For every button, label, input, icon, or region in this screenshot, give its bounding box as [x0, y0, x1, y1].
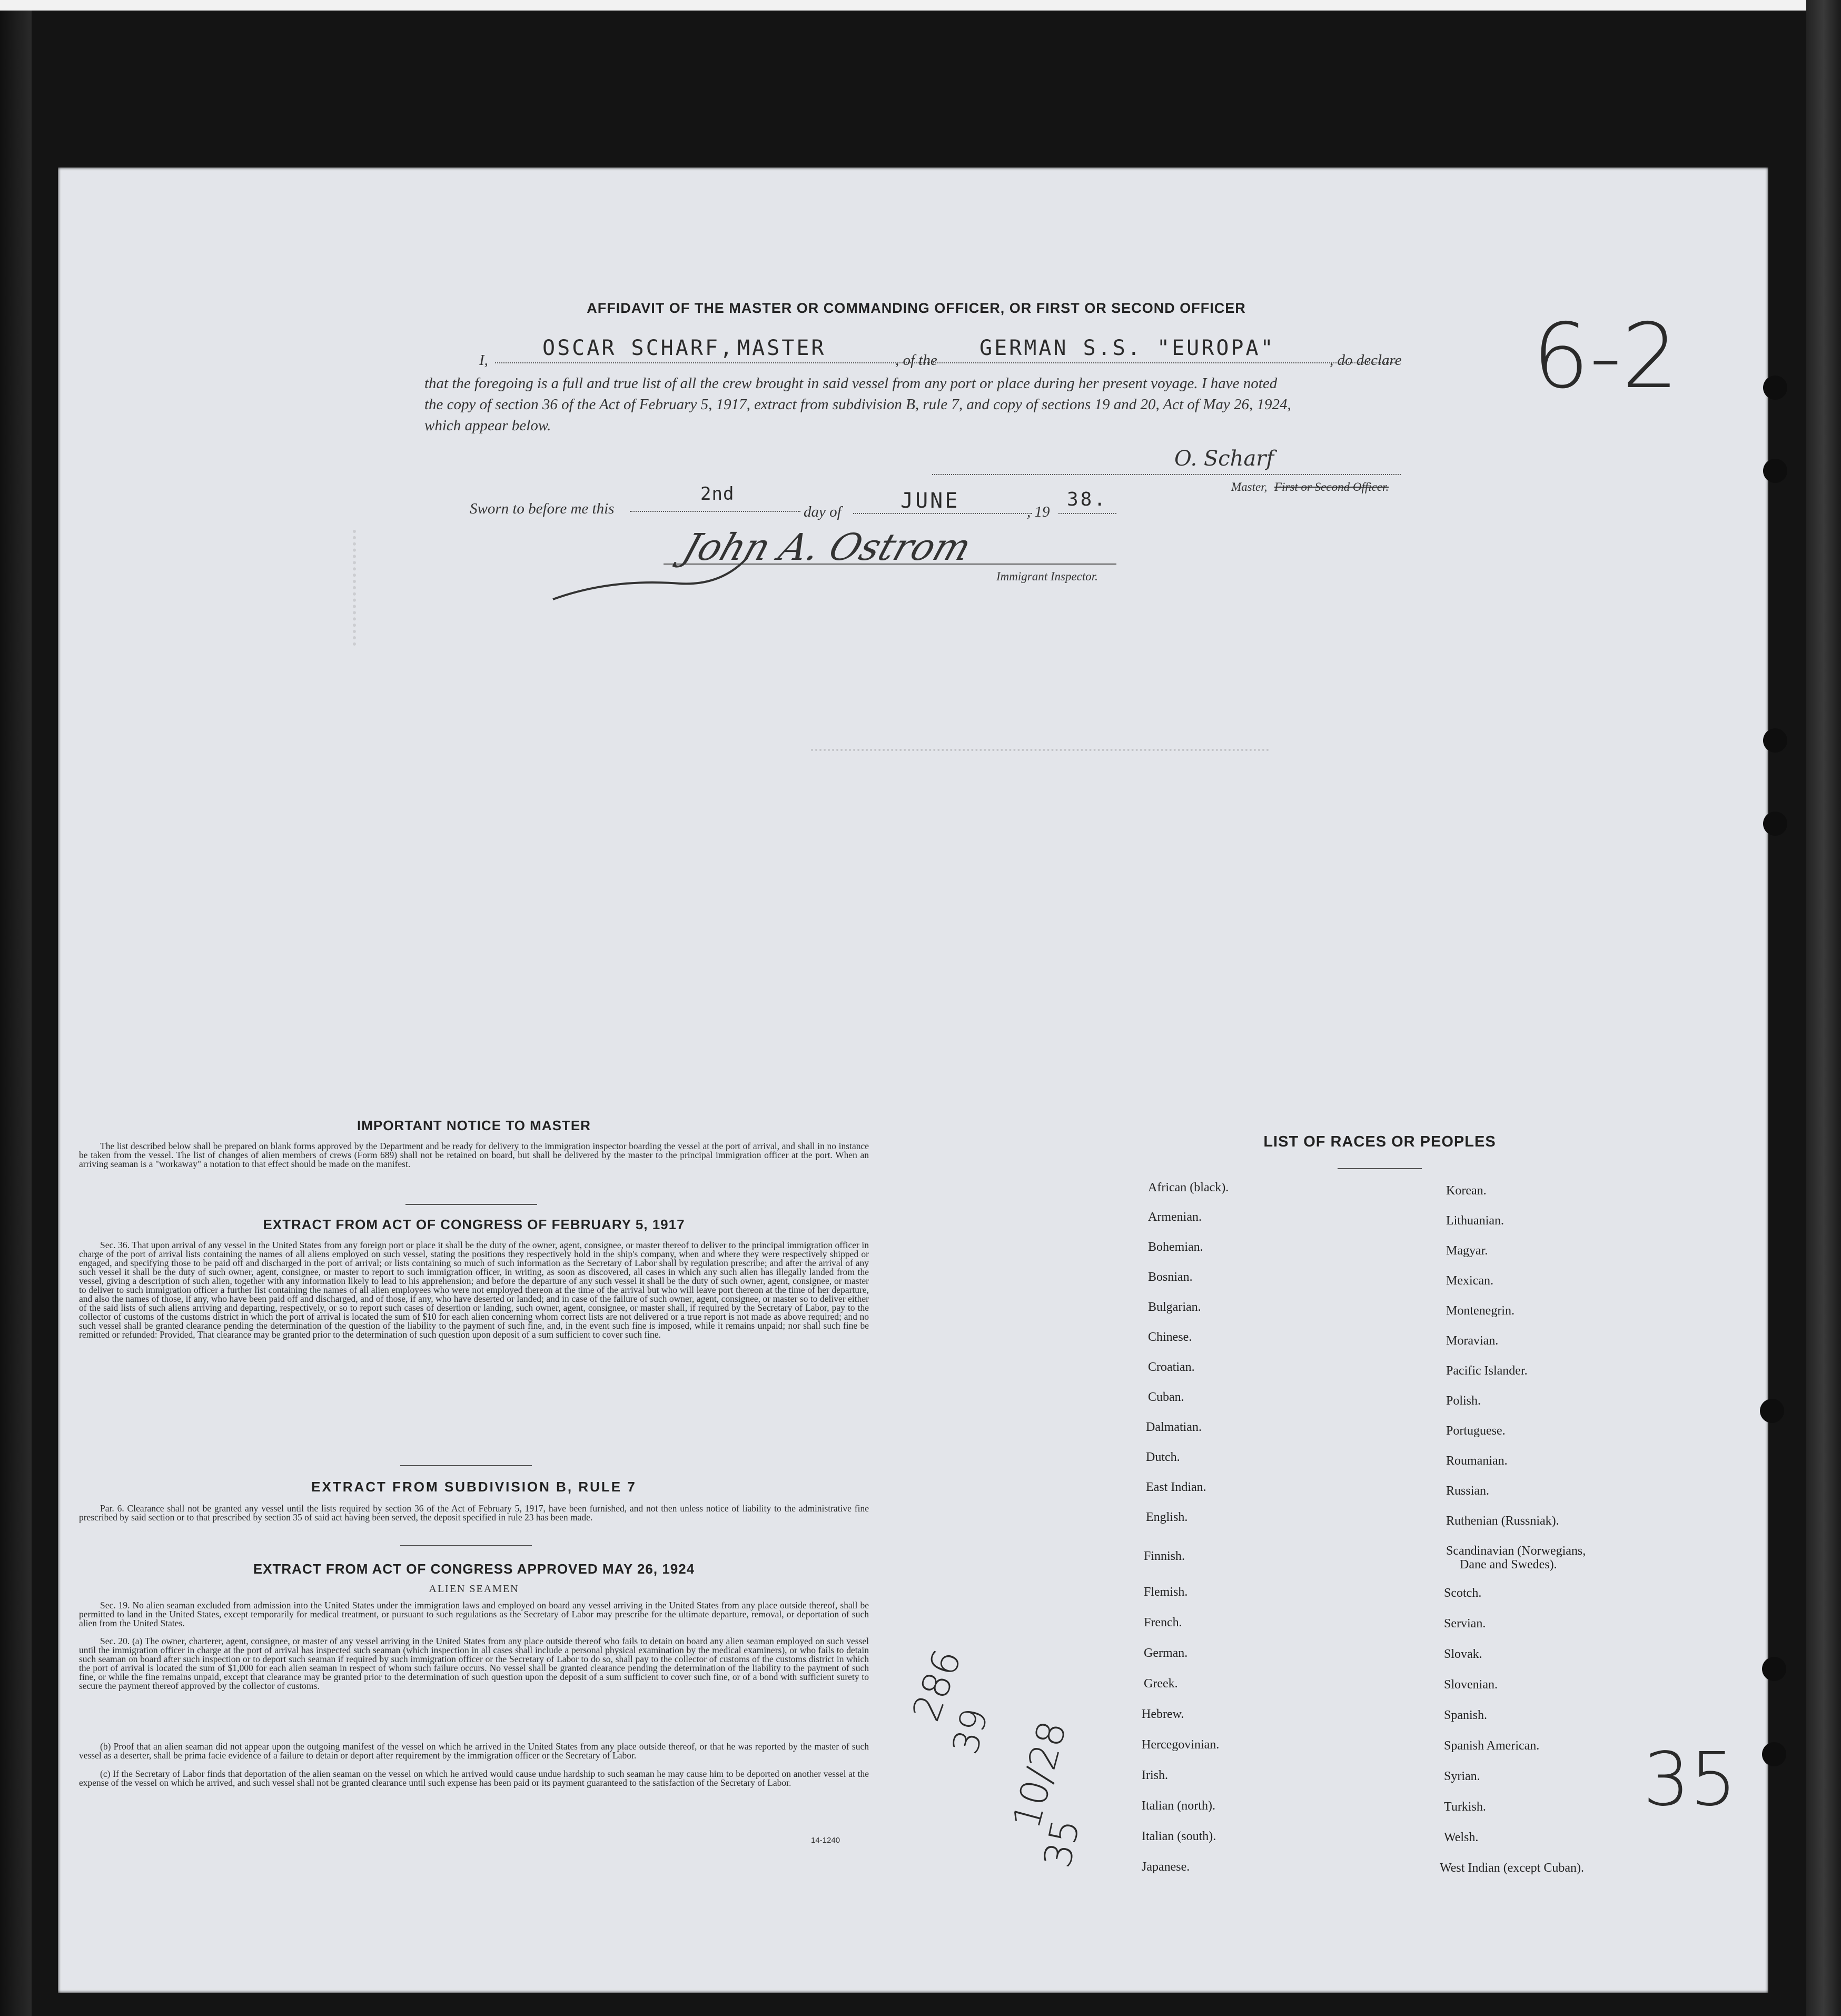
scan-frame-right [1806, 0, 1841, 2016]
race-right: Moravian. [1446, 1334, 1499, 1348]
races-divider [1338, 1168, 1422, 1169]
master-caption-struck: First or Second Officer. [1274, 480, 1389, 493]
race-left: Bulgarian. [1148, 1300, 1201, 1314]
scan-top-margin [0, 0, 1841, 11]
inspector-signature: John A. Ostrom [677, 526, 977, 569]
extract2-body: Par. 6. Clearance shall not be granted any vessel until the lists required by section 36 of the Act of February 5, 1917, have been furnished, and not then unless notice of liability to the administrative fine prescribed by said section or to that prescribed by section 35 of said act having been served, the deposit specified in rule 23 has been made. [79, 1503, 869, 1523]
race-right: Welsh. [1444, 1831, 1479, 1844]
form-number: 14-1240 [811, 1836, 840, 1845]
punch-hole [1762, 1657, 1786, 1681]
of-the-label: , of the [895, 352, 937, 369]
extract1-body: Sec. 36. That upon arrival of any vessel in the United States from any foreign port or place it shall be the duty of the owner, agent, consignee, or master thereof to deliver to the principal immigration officer in charge of the port of arrival lists containing the names of all aliens employed on such vessel, stating the positions they respectively hold in the ship's company, when and where they were respectively shipped or engaged, and specifying those to be paid off and discharged in the port of arrival; or lists containing so much of such information as the Secretary of Labor shall by regulation prescribe; and after the arrival of any such vessel it shall be the duty of such owner, agent, consignee, or master to report to such immigration officer, in writing, as soon as discovered, all cases in which any such alien has illegally landed from the vessel, giving a description of such alien, together with any information likely to lead to his apprehension; and before the departure of any such vessel it shall be the duty of such owner, agent, consignee, or master to deliver to such immigration officer a further list containing the names of all alien employees who were not employed thereon at the time of the arrival but who will leave port thereon at the time of her departure, and also the names of those, if any, who have been paid off and discharged, and of those, if any, who have deserted or landed; and in case of the failure of such owner, agent, consignee, or master so to deliver either of the said lists of such aliens arriving and departing, respectively, or so to report such cases of desertion or landing, such owner, agent, consignee, or master shall, if required by the Secretary of Labor, pay to the collector of customs of the customs district in which the port of arrival is located the sum of $10 for each alien concerning whom correct lists are not delivered or a true report is not made as above required; and no such vessel shall be granted clearance pending the determination of the question of the liability to the payment of such fine, and, in the event such fine is imposed, while it remains unpaid; nor shall such fine be remitted or refunded: Provided, That clearance may be granted prior to the determination of such question upon deposit of a sum sufficient to cover such fine. [79, 1240, 869, 1340]
extract3-title: EXTRACT FROM ACT OF CONGRESS APPROVED MAY 26, 1924 [253, 1561, 695, 1577]
races-title: LIST OF RACES OR PEOPLES [1263, 1133, 1496, 1150]
race-left: Japanese. [1142, 1860, 1190, 1874]
race-left: East Indian. [1146, 1480, 1206, 1494]
extract3-sec20c: (c) If the Secretary of Labor finds that deportation of the alien seaman on the vessel on which he arrived would cause undue hardship to such seaman he may cause him to be deported on another vessel at the expense of the vessel on which he arrived, and such vessel shall not be granted clearance until such expense has been paid or its payment guaranteed to the satisfaction of the Secretary of Labor. [79, 1768, 869, 1788]
race-left: English. [1146, 1510, 1188, 1524]
punch-hole [1763, 375, 1787, 400]
race-right: Servian. [1444, 1617, 1486, 1630]
punch-hole [1763, 459, 1787, 483]
punch-hole [1763, 812, 1787, 836]
vessel-name: GERMAN S.S. "EUROPA" [979, 336, 1275, 360]
extract2-title: EXTRACT FROM SUBDIVISION B, RULE 7 [311, 1479, 637, 1495]
race-left: Flemish. [1144, 1585, 1188, 1599]
officer-name: OSCAR SCHARF, [542, 336, 735, 360]
extract3-sec19: Sec. 19. No alien seaman excluded from admission into the United States under the immigration laws and employed on board any vessel arriving in the United States from any place outside thereof, shall be permitted to land in the United States, except temporarily for medical treatment, or pursuant to such regulations as the Secretary of Labor may prescribe for the ultimate departure, removal, or deportation of such alien from the United States. [79, 1600, 869, 1628]
race-left: Hebrew. [1142, 1707, 1184, 1721]
race-left: African (black). [1148, 1181, 1229, 1194]
race-right: Spanish American. [1444, 1739, 1540, 1753]
race-right: Scotch. [1444, 1586, 1482, 1600]
affidavit-text-line3: which appear below. [424, 417, 551, 434]
race-right: Spanish. [1444, 1708, 1488, 1722]
race-right: Mexican. [1446, 1274, 1493, 1288]
divider [400, 1465, 532, 1466]
race-left: Bohemian. [1148, 1240, 1203, 1254]
notice-title: IMPORTANT NOTICE TO MASTER [357, 1118, 591, 1133]
margin-note-bottom-right: 35 [1643, 1737, 1737, 1823]
punch-hole [1762, 1742, 1786, 1766]
extract3-sec20a: Sec. 20. (a) The owner, charterer, agent, consignee, or master of any vessel arriving in the United States from any place outside thereof who fails to detain on board any alien seaman employed on such vessel until the immigration officer in charge at the port of arrival has inspected such seaman (which inspection in all cases shall include a personal physical examination by the medical examiners), or who fails to detain such seaman on board after such inspection or to deport such seaman if required by such immigration officer or the Secretary of Labor to do so, shall pay to the collector of customs of the customs district in which the port of arrival is located the sum of $1,000 for each alien seaman in respect of whom such failure occurs. No vessel shall be granted clearance pending the determination of the liability to the payment of such fine, or while the fine remains unpaid, except that clearance may be granted prior to the determination of such question upon the deposit of a sum sufficient to cover such fine, or of a bond with sufficient surety to secure the payment thereof approved by the collector of customs. [79, 1636, 869, 1691]
year-fill-line [1058, 513, 1116, 514]
race-right: Ruthenian (Russniak). [1446, 1514, 1559, 1528]
race-right: Pacific Islander. [1446, 1364, 1528, 1378]
punch-hole [1760, 1399, 1784, 1423]
race-right: West Indian (except Cuban). [1440, 1861, 1584, 1875]
race-right: Lithuanian. [1446, 1214, 1504, 1228]
extract1-title: EXTRACT FROM ACT OF CONGRESS OF FEBRUARY 5, 1917 [263, 1217, 685, 1232]
race-left: Cuban. [1148, 1390, 1184, 1404]
master-signature: O. Scharf [1174, 447, 1274, 471]
signature-flourish [548, 536, 769, 610]
officer-rank: MASTER [737, 336, 826, 360]
margin-note-2: 39 [944, 1704, 997, 1759]
margin-note-1: 286 [903, 1644, 970, 1727]
punch-hole [1763, 728, 1787, 753]
extract3-subtitle: ALIEN SEAMEN [429, 1583, 519, 1595]
race-left: Dalmatian. [1146, 1420, 1202, 1434]
do-declare-label: , do declare [1330, 352, 1402, 369]
sworn-label: Sworn to before me this [470, 500, 615, 517]
month-fill-line [853, 513, 1032, 514]
race-left: Irish. [1142, 1768, 1168, 1782]
margin-note-4: 35 [1035, 1815, 1088, 1872]
inspector-caption: Immigrant Inspector. [996, 570, 1098, 583]
race-right: Slovenian. [1444, 1678, 1498, 1692]
affidavit-title: AFFIDAVIT OF THE MASTER OR COMMANDING OFFICER, OR FIRST OR SECOND OFFICER [587, 300, 1246, 316]
master-caption: Master, [1231, 480, 1268, 493]
affidavit-text-line2: the copy of section 36 of the Act of February 5, 1917, extract from subdivision B, rule 7, and copy of sections 19 and 20, Act of May 26, 1924, [424, 396, 1291, 413]
divider [405, 1204, 537, 1205]
race-right: Portuguese. [1446, 1424, 1506, 1438]
race-right: Roumanian. [1446, 1454, 1508, 1468]
day-fill-line [630, 511, 800, 512]
bleed-through-marks [353, 530, 403, 646]
race-left: Armenian. [1148, 1210, 1202, 1224]
race-right: Syrian. [1444, 1770, 1480, 1783]
race-left: Croatian. [1148, 1360, 1195, 1374]
notice-body: The list described below shall be prepared on blank forms approved by the Department and be ready for delivery to the immigration inspector boarding the vessel at the port of arrival, and shall in no instance be taken from the vessel. The list of changes of alien members of crews (Form 689) shall not be retained on board, but shall be delivered by the master to the principal immigration officer at the port. When an arriving seaman is a "workaway" a notation to that effect should be made on the manifest. [79, 1141, 869, 1169]
margin-note-top-right: 6-2 [1532, 304, 1679, 409]
race-right: Russian. [1446, 1484, 1490, 1498]
scan-frame-left [0, 11, 32, 2016]
margin-note-3: 10/28 [1004, 1716, 1075, 1834]
year-prefix: , 19 [1027, 503, 1050, 520]
day-value: 2nd [700, 483, 735, 505]
month-value: JUNE [900, 489, 960, 513]
race-right: Scandinavian (Norwegians, [1446, 1544, 1586, 1558]
race-left: Dutch. [1146, 1450, 1180, 1464]
race-right: Montenegrin. [1446, 1304, 1515, 1318]
master-signature-line [932, 474, 1401, 475]
race-right: Korean. [1446, 1184, 1487, 1198]
day-of-label: day of [804, 503, 842, 520]
race-left: Bosnian. [1148, 1270, 1193, 1284]
race-left: Finnish. [1144, 1549, 1185, 1563]
affidavit-intro: I, [479, 352, 488, 369]
race-left: Hercegovinian. [1142, 1738, 1220, 1752]
race-left: Italian (south). [1142, 1830, 1216, 1843]
race-right: Magyar. [1446, 1244, 1488, 1258]
race-left: German. [1144, 1646, 1188, 1660]
race-left: Greek. [1144, 1677, 1178, 1691]
race-right: Slovak. [1444, 1647, 1482, 1661]
race-right: Turkish. [1444, 1800, 1486, 1814]
bleed-through-line [811, 749, 1269, 753]
race-left: Italian (north). [1142, 1799, 1215, 1813]
affidavit-text-line1: that the foregoing is a full and true list of all the crew brought in said vessel from any port or place during her present voyage. I have noted [424, 375, 1278, 392]
divider [400, 1545, 532, 1546]
race-right: Polish. [1446, 1394, 1481, 1408]
document-page [58, 167, 1768, 1993]
year-value: 38. [1067, 489, 1108, 510]
race-left: Chinese. [1148, 1330, 1192, 1344]
race-right-continued: Dane and Swedes). [1460, 1558, 1557, 1572]
race-left: French. [1144, 1616, 1182, 1629]
extract3-sec20b: (b) Proof that an alien seaman did not appear upon the outgoing manifest of the vessel on which he arrived in the United States from any place outside thereof, or that he was reported by the master of such vessel as a deserter, shall be prima facie evidence of a failure to detain or deport after requirement by the immigration officer or the Secretary of Labor. [79, 1741, 869, 1761]
